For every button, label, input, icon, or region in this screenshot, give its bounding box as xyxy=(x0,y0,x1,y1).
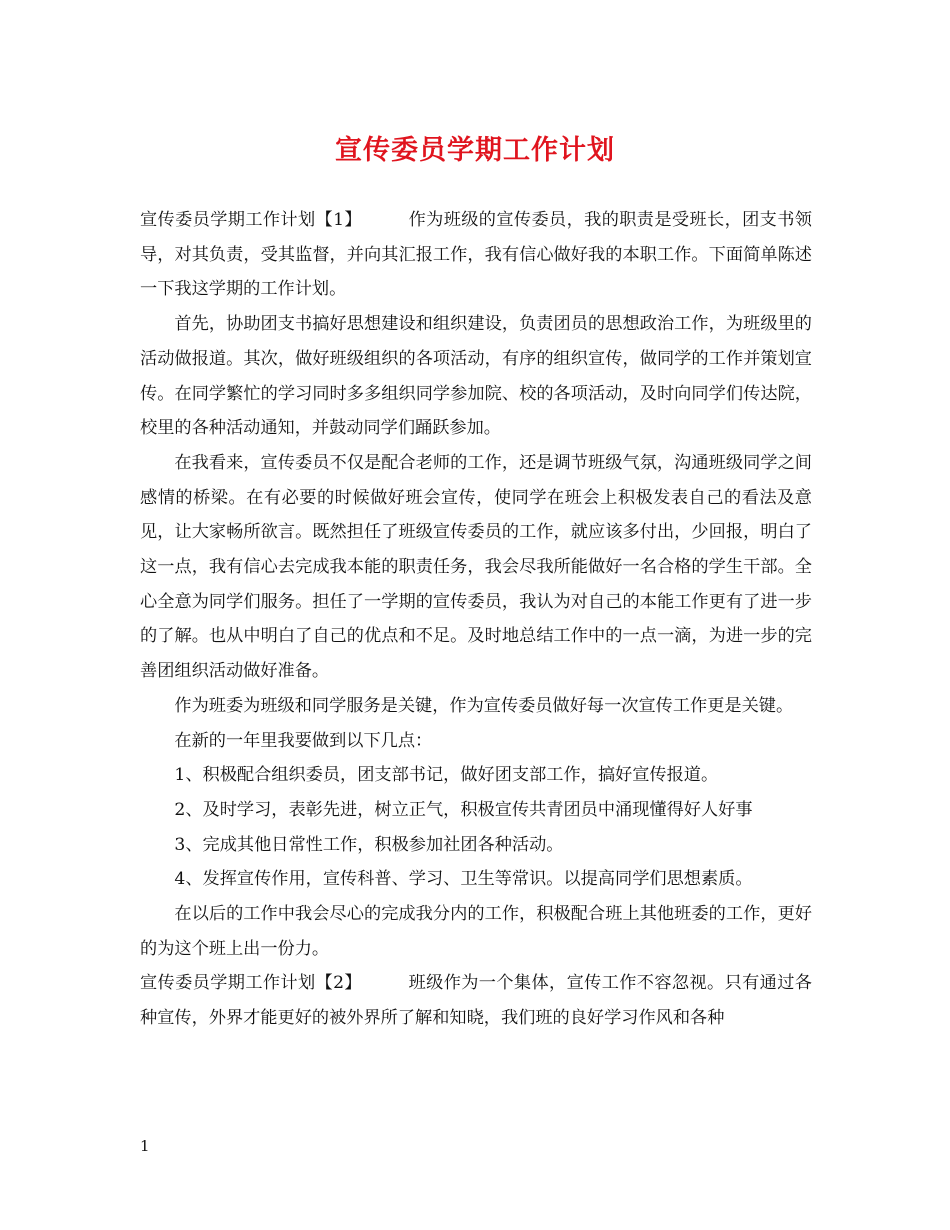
paragraph-text: 班级作为一个集体，宣传工作不容忽视。只有通过各种宣传，外界才能更好的被外界所了解和知晓，我们班的良好学习作风和各种 xyxy=(140,973,812,1029)
document-title: 宣传委员学期工作计划 xyxy=(335,135,615,166)
heading-spacer xyxy=(362,210,409,230)
section-heading-plan-2: 宣传委员学期工作计划【2】 xyxy=(140,973,362,994)
paragraph: 作为班委为班级和同学服务是关键，作为宣传委员做好每一次宣传工作更是关键。 xyxy=(174,695,794,716)
paragraph: 首先，协助团支书搞好思想建设和组织建设，负责团员的思想政治工作，为班级里的活动做报道。其次，做好班级组织的各项活动，有序的组织宣传，做同学的工作并策划宣传。在同学繁忙的学习同时多多组织同学参加院、校的各项活动，及时向同学们传达院，校里的各种活动通知，并鼓动同学们踊跃参加。 xyxy=(140,314,812,439)
list-item: 4、发挥宣传作用，宣传科普、学习、卫生等常识。以提高同学们思想素质。 xyxy=(174,869,753,890)
list-item: 1、积极配合组织委员，团支部书记，做好团支部工作，搞好宣传报道。 xyxy=(174,765,719,786)
heading-spacer xyxy=(362,973,409,993)
paragraph-text: 作为班级的宣传委员，我的职责是受班长，团支书领导，对其负责，受其监督，并向其汇报工作，我有信心做好我的本职工作。下面简单陈述一下我这学期的工作计划。 xyxy=(140,210,812,300)
page-number: 1 xyxy=(140,1137,150,1155)
list-item: 2、及时学习，表彰先进，树立正气，积极宣传共青团员中涌现懂得好人好事 xyxy=(174,799,753,820)
paragraph: 在我看来，宣传委员不仅是配合老师的工作，还是调节班级气氛，沟通班级同学之间感情的桥梁。在有必要的时候做好班会宣传，使同学在班会上积极发表自己的看法及意见，让大家畅所欲言。既然担任了班级宣传委员的工作，就应该多付出，少回报，明白了这一点，我有信心去完成我本能的职责任务，我会尽我所能做好一名合格的学生干部。全心全意为同学们服务。担任了一学期的宣传委员，我认为对自己的本能工作更有了进一步的了解。也从中明白了自己的优点和不足。及时地总结工作中的一点一滴，为进一步的完善团组织活动做好准备。 xyxy=(140,452,812,682)
paragraph: 在以后的工作中我会尽心的完成我分内的工作，积极配合班上其他班委的工作，更好的为这个班上出一份力。 xyxy=(140,904,812,959)
section-heading-plan-1: 宣传委员学期工作计划【1】 xyxy=(140,210,362,230)
paragraph-plan-2-intro xyxy=(140,966,812,1035)
document-body xyxy=(140,203,812,1036)
list-item: 3、完成其他日常性工作，积极参加社团各种活动。 xyxy=(174,834,564,855)
paragraph: 在新的一年里我要做到以下几点： xyxy=(174,730,433,751)
paragraph-plan-1-intro xyxy=(140,203,812,307)
